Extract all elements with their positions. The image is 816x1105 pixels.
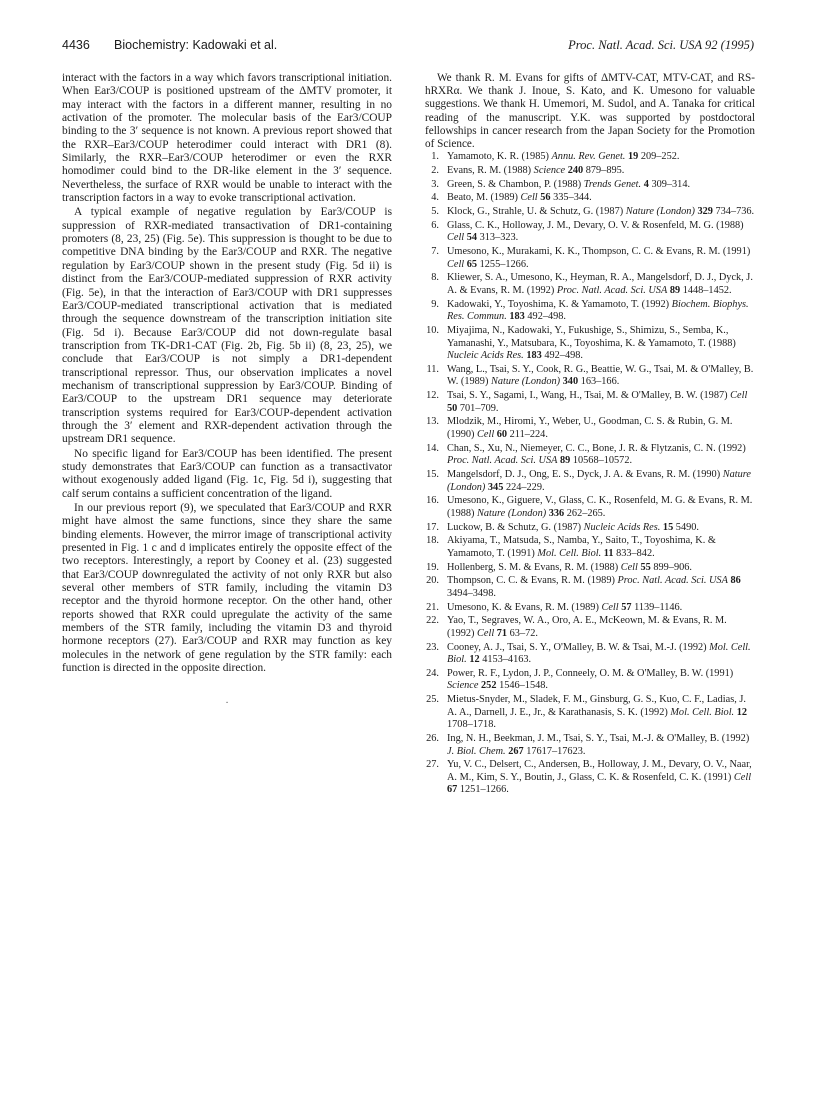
running-title: Biochemistry: Kadowaki et al. bbox=[114, 38, 278, 52]
body-paragraph: A typical example of negative regulation by Ear3/COUP is suppression of RXR-mediated transactivation of DR1-containing promoters (8, 23, 25) (Fig. 5e). This suppression is thought to be due to competitive DNA binding by the Ear3/COUP and RXR. The negative regulation by Ear3/COUP shown in the present study (Fig. 5d ii) is distinct from the Ear3/COUP-mediated suppression of RXR activity (Fig. 5e), in that the interaction of Ear3/COUP with DR1 suppresses Ear3/COUP-mediated transcriptional activation that is mediated through the sequence downstream of the transcription initiation site (Fig. 5d i). Because Ear3/COUP did not down-regulate basal transcription from TK-DR1-CAT (Fig. 2b, Fig. 5b ii) (8, 23, 25), we conclude that Ear3/COUP is not simply a DR1-dependent transcriptional repressor. Thus, our observation implicates a novel mechanism of transcriptional suppression by Ear3/COUP. Binding of Ear3/COUP to the upstream DR1 sequence may deteriorate transcription systems required for Ear3/COUP-dependent activation through the 3′ element and RXR-dependent activation through the upstream DR1 sequence. bbox=[62, 206, 392, 446]
reference-volume: 67 bbox=[447, 784, 458, 796]
reference-volume: 60 bbox=[496, 428, 508, 440]
reference-journal: Mol. Cell. Biol. bbox=[537, 547, 602, 559]
reference-item bbox=[425, 179, 755, 192]
reference-pages: 1546–1548. bbox=[499, 680, 548, 692]
reference-item bbox=[425, 443, 755, 468]
reference-item bbox=[425, 416, 755, 441]
reference-volume: 71 bbox=[496, 627, 508, 639]
reference-number: 24. bbox=[426, 667, 439, 679]
reference-number: 6. bbox=[431, 219, 439, 231]
right-column bbox=[425, 72, 755, 798]
reference-pages: 211–224. bbox=[509, 428, 548, 440]
reference-pages: 701–709. bbox=[459, 402, 499, 414]
reference-pages: 1139–1146. bbox=[634, 601, 683, 613]
reference-journal: Biochem. Biophys. Res. Commun. bbox=[447, 298, 749, 323]
reference-volume: 340 bbox=[562, 376, 579, 388]
reference-volume: 15 bbox=[662, 521, 674, 533]
reference-number: 2. bbox=[431, 164, 439, 176]
reference-pages: 313–323. bbox=[479, 232, 519, 244]
reference-authors: Power, R. F., Lydon, J. P., Conneely, O. M. & O'Malley, B. W. (1991) bbox=[447, 667, 734, 679]
reference-item bbox=[425, 575, 755, 600]
reference-volume: 11 bbox=[603, 547, 614, 559]
reference-item bbox=[425, 522, 755, 535]
reference-journal: Cell bbox=[477, 428, 495, 440]
reference-volume: 183 bbox=[526, 350, 542, 362]
reference-list bbox=[425, 151, 755, 797]
reference-authors: Hollenberg, S. M. & Evans, R. M. (1988) bbox=[447, 561, 619, 573]
reference-pages: 224–229. bbox=[505, 481, 545, 493]
reference-volume: 65 bbox=[466, 258, 478, 270]
reference-authors: Chan, S., Xu, N., Niemeyer, C. C., Bone, J. R. & Flytzanis, C. N. (1992) bbox=[447, 442, 746, 454]
reference-authors: Ing, N. H., Beekman, J. M., Tsai, S. Y., Tsai, M.-J. & O'Malley, B. (1992) bbox=[447, 732, 750, 744]
reference-item bbox=[425, 151, 755, 164]
reference-pages: 1708–1718. bbox=[447, 719, 496, 731]
reference-journal: Cell bbox=[477, 627, 495, 639]
reference-number: 16. bbox=[426, 495, 439, 507]
reference-volume: 240 bbox=[567, 164, 584, 176]
reference-number: 7. bbox=[431, 246, 439, 258]
section-separator: · bbox=[225, 698, 229, 710]
reference-journal: Nucleic Acids Res. bbox=[583, 521, 661, 533]
reference-number: 25. bbox=[426, 694, 439, 706]
reference-number: 5. bbox=[431, 206, 439, 218]
reference-journal: Annu. Rev. Genet. bbox=[551, 151, 626, 163]
left-column bbox=[62, 72, 392, 711]
reference-number: 9. bbox=[431, 298, 439, 310]
reference-volume: 267 bbox=[508, 745, 524, 757]
reference-number: 12. bbox=[426, 390, 439, 402]
reference-authors: Umesono, K. & Evans, R. M. (1989) bbox=[447, 601, 599, 613]
reference-pages: 899–906. bbox=[653, 561, 692, 573]
reference-volume: 57 bbox=[621, 601, 632, 613]
reference-item bbox=[425, 390, 755, 415]
reference-pages: 209–252. bbox=[640, 151, 680, 163]
reference-pages: 262–265. bbox=[566, 507, 606, 519]
reference-item bbox=[425, 469, 755, 494]
reference-authors: Glass, C. K., Holloway, J. M., Devary, O. V. & Rosenfeld, M. G. (1988) bbox=[447, 219, 744, 231]
reference-journal: Cell bbox=[601, 601, 619, 613]
reference-number: 13. bbox=[426, 416, 439, 428]
reference-authors: Kliewer, S. A., Umesono, K., Heyman, R. A., Mangelsdorf, D. J., Dyck, J. A. & Evans, R. M. (1992) bbox=[447, 272, 753, 296]
reference-pages: 879–895. bbox=[585, 164, 625, 176]
reference-volume: 252 bbox=[481, 680, 497, 692]
reference-pages: 1251–1266. bbox=[459, 784, 509, 796]
reference-number: 22. bbox=[426, 615, 439, 627]
reference-pages: 163–166. bbox=[580, 376, 620, 388]
reference-journal: Mol. Cell. Biol. bbox=[447, 641, 751, 666]
reference-item bbox=[425, 615, 755, 640]
reference-item bbox=[425, 364, 755, 389]
reference-volume: 329 bbox=[697, 206, 713, 218]
reference-authors: Klock, G., Strahle, U. & Schutz, G. (1987) bbox=[447, 206, 624, 218]
reference-journal: Trends Genet. bbox=[583, 178, 642, 190]
reference-authors: Thompson, C. C. & Evans, R. M. (1989) bbox=[447, 575, 615, 587]
reference-number: 11. bbox=[426, 363, 439, 375]
reference-volume: 12 bbox=[469, 654, 480, 666]
reference-journal: Proc. Natl. Acad. Sci. USA bbox=[556, 285, 668, 296]
reference-number: 10. bbox=[426, 325, 439, 337]
reference-authors: Cooney, A. J., Tsai, S. Y., O'Malley, B. W. & Tsai, M.-J. (1992) bbox=[447, 641, 707, 653]
reference-journal: J. Biol. Chem. bbox=[447, 745, 506, 757]
reference-journal: Nucleic Acids Res. bbox=[447, 350, 524, 362]
reference-authors: Yamamoto, K. R. (1985) bbox=[447, 151, 549, 163]
reference-authors: Wang, L., Tsai, S. Y., Cook, R. G., Beattie, W. G., Tsai, M. & O'Malley, B. W. (1989) bbox=[447, 363, 754, 388]
reference-authors: Mlodzik, M., Hiromi, Y., Weber, U., Goodman, C. S. & Rubin, G. M. (1990) bbox=[447, 416, 733, 440]
reference-authors: Luckow, B. & Schutz, G. (1987) bbox=[447, 521, 582, 533]
body-paragraph: No specific ligand for Ear3/COUP has been identified. The present study demonstrates that Ear3/COUP can function as a transactivator without exogenously added ligand (Fig. 1c, Fig. 5d i), suggesting that calf serum contains a sufficient concentration of the ligand. bbox=[62, 447, 392, 500]
reference-number: 20. bbox=[426, 575, 439, 587]
reference-volume: 19 bbox=[627, 151, 639, 163]
reference-pages: 492–498. bbox=[544, 350, 583, 362]
reference-volume: 89 bbox=[669, 285, 681, 296]
reference-volume: 336 bbox=[548, 507, 565, 519]
reference-item bbox=[425, 246, 755, 271]
reference-authors: Umesono, K., Giguere, V., Glass, C. K., Rosenfeld, M. G. & Evans, R. M. (1988) bbox=[447, 495, 753, 519]
reference-number: 1. bbox=[431, 151, 439, 163]
reference-journal: Proc. Natl. Acad. Sci. USA bbox=[617, 575, 728, 587]
reference-volume: 4 bbox=[643, 178, 649, 190]
reference-number: 4. bbox=[431, 192, 439, 204]
body-paragraph: interact with the factors in a way which favors transcriptional initiation. When Ear3/COUP is positioned upstream of the ΔMTV promoter, it may interact with the factors in a different manner, resulting in no activation of the promoter. The molecular basis of the Ear3/COUP binding to the 3′ sequence is not known. A previous report showed that the RXR–Ear3/COUP heterodimer could interact with DR1 (8). Similarly, the RXR–Ear3/COUP heterodimer or even the RXR homodimer could bind to the DR-like element in the 3′ sequence. Nevertheless, the surface of RXR would be unable to interact with the transcription factors in a way to evoke transcriptional activation. bbox=[62, 72, 392, 205]
reference-authors: Beato, M. (1989) bbox=[447, 192, 518, 204]
reference-number: 27. bbox=[426, 759, 439, 771]
reference-number: 23. bbox=[426, 641, 439, 653]
reference-pages: 17617–17623. bbox=[526, 745, 586, 757]
reference-journal: Cell bbox=[520, 192, 538, 204]
reference-volume: 89 bbox=[559, 455, 571, 467]
reference-pages: 1255–1266. bbox=[479, 258, 529, 270]
reference-item bbox=[425, 220, 755, 245]
reference-pages: 492–498. bbox=[527, 311, 567, 323]
reference-number: 19. bbox=[426, 561, 439, 573]
reference-pages: 335–344. bbox=[553, 192, 592, 204]
reference-journal: Cell bbox=[730, 390, 748, 402]
reference-volume: 183 bbox=[509, 311, 525, 323]
reference-item bbox=[425, 733, 755, 758]
reference-authors: Kadowaki, Y., Toyoshima, K. & Yamamoto, T. (1992) bbox=[447, 298, 670, 310]
reference-journal: Nature (London) bbox=[447, 468, 751, 493]
reference-pages: 5490. bbox=[675, 521, 699, 533]
reference-volume: 50 bbox=[447, 402, 458, 414]
reference-pages: 4153–4163. bbox=[482, 654, 532, 666]
reference-authors: Mangelsdorf, D. J., Ong, E. S., Dyck, J. A. & Evans, R. M. (1990) bbox=[447, 468, 721, 480]
reference-item bbox=[425, 192, 755, 205]
reference-journal: Cell bbox=[447, 258, 465, 270]
reference-volume: 56 bbox=[540, 192, 551, 204]
reference-item bbox=[425, 668, 755, 693]
reference-journal: Proc. Natl. Acad. Sci. USA bbox=[447, 455, 558, 467]
page-number: 4436 bbox=[62, 38, 90, 52]
reference-authors: Akiyama, T., Matsuda, S., Namba, Y., Saito, T., Toyoshima, K. & Yamamoto, T. (1991) bbox=[447, 535, 716, 559]
reference-authors: Umesono, K., Murakami, K. K., Thompson, C. C. & Evans, R. M. (1991) bbox=[447, 246, 751, 258]
reference-authors: Yu, V. C., Delsert, C., Andersen, B., Holloway, J. M., Devary, O. V., Naar, A. M., Kim, S. Y., Boutin, J., Glass, C. K. & Rosenfeld, C. K. (1991) bbox=[447, 759, 752, 783]
reference-journal: Science bbox=[533, 164, 566, 176]
reference-item bbox=[425, 602, 755, 615]
reference-authors: Green, S. & Chambon, P. (1988) bbox=[447, 178, 582, 190]
reference-number: 17. bbox=[426, 521, 439, 533]
reference-journal: Cell bbox=[620, 561, 638, 573]
acknowledgment: We thank R. M. Evans for gifts of ΔMTV-CAT, MTV-CAT, and RS-hRXRα. We thank J. Inoue, S. Kato, and K. Umesono for valuable suggestions. We thank H. Umemori, M. Sudol, and A. Tanaka for critical reading of the manuscript. Y.K. was supported by postdoctoral fellowships in cancer research from the Japan Society for the Promotion of Science. bbox=[425, 72, 755, 151]
reference-pages: 734–736. bbox=[715, 206, 755, 218]
reference-item bbox=[425, 694, 755, 732]
reference-item bbox=[425, 562, 755, 575]
reference-volume: 12 bbox=[736, 706, 748, 718]
reference-pages: 309–314. bbox=[651, 178, 691, 190]
reference-pages: 10568–10572. bbox=[572, 455, 633, 467]
reference-pages: 1448–1452. bbox=[682, 285, 732, 296]
reference-journal: Cell bbox=[447, 232, 465, 244]
reference-journal: Science bbox=[447, 680, 479, 692]
journal-citation: Proc. Natl. Acad. Sci. USA 92 (1995) bbox=[568, 38, 754, 52]
reference-number: 8. bbox=[431, 272, 439, 284]
reference-journal: Nature (London) bbox=[477, 507, 547, 519]
reference-number: 3. bbox=[431, 178, 439, 190]
reference-number: 26. bbox=[426, 732, 439, 744]
reference-item bbox=[425, 206, 755, 219]
page-header bbox=[62, 38, 754, 56]
reference-volume: 345 bbox=[487, 481, 504, 493]
reference-journal: Nature (London) bbox=[625, 206, 695, 218]
reference-authors: Evans, R. M. (1988) bbox=[447, 164, 532, 176]
reference-item bbox=[425, 759, 755, 797]
reference-number: 15. bbox=[426, 468, 439, 480]
reference-authors: Miyajima, N., Kadowaki, Y., Fukushige, S., Shimizu, S., Semba, K., Yamanashi, Y., Matsubara, K., Toyoshima, K. & Yamamoto, T. (1988) bbox=[447, 325, 736, 349]
reference-number: 21. bbox=[426, 601, 439, 613]
reference-pages: 833–842. bbox=[616, 547, 655, 559]
reference-item bbox=[425, 165, 755, 178]
reference-volume: 54 bbox=[466, 232, 478, 244]
reference-authors: Mietus-Snyder, M., Sladek, F. M., Ginsburg, G. S., Kuo, C. F., Ladias, J. A. A., Darnell, J. E., Jr., & Karathanasis, S. K. (1992) bbox=[447, 694, 746, 718]
reference-journal: Cell bbox=[733, 771, 752, 783]
reference-item bbox=[425, 495, 755, 520]
reference-authors: Yao, T., Segraves, W. A., Oro, A. E., McKeown, M. & Evans, R. M. (1992) bbox=[447, 615, 727, 639]
reference-number: 18. bbox=[426, 535, 439, 547]
reference-volume: 55 bbox=[640, 561, 651, 573]
body-paragraph: In our previous report (9), we speculated that Ear3/COUP and RXR might have almost the same functions, since they share the same binding elements. However, the mirror image of transcriptional activity presented in Fig. 1 c and d implicates entirely the opposite effect of the two receptors. Interestingly, a report by Cooney et al. (23) suggested that Ear3/COUP downregulated the activity of not only RXR but also several other members of STR family, including the vitamin D3 receptor and the thyroid hormone receptor. On the other hand, other reports showed that RXR could upregulate the activity of the same members of the STR family, including the vitamin D3 and thyroid hormone receptors (27). Ear3/COUP and RXR may function as key molecules in the network of gene regulation by the STR family: each function is directed in the opposite direction. bbox=[62, 502, 392, 675]
reference-item bbox=[425, 299, 755, 324]
reference-number: 14. bbox=[426, 442, 439, 454]
reference-pages: 63–72. bbox=[509, 627, 538, 639]
reference-item bbox=[425, 272, 755, 297]
reference-item bbox=[425, 642, 755, 667]
reference-pages: 3494–3498. bbox=[447, 587, 496, 599]
reference-item bbox=[425, 325, 755, 363]
reference-journal: Mol. Cell. Biol. bbox=[670, 706, 735, 718]
reference-journal: Nature (London) bbox=[490, 376, 561, 388]
reference-authors: Tsai, S. Y., Sagami, I., Wang, H., Tsai, M. & O'Malley, B. W. (1987) bbox=[447, 390, 728, 402]
reference-item bbox=[425, 535, 755, 560]
reference-volume: 86 bbox=[730, 575, 741, 587]
